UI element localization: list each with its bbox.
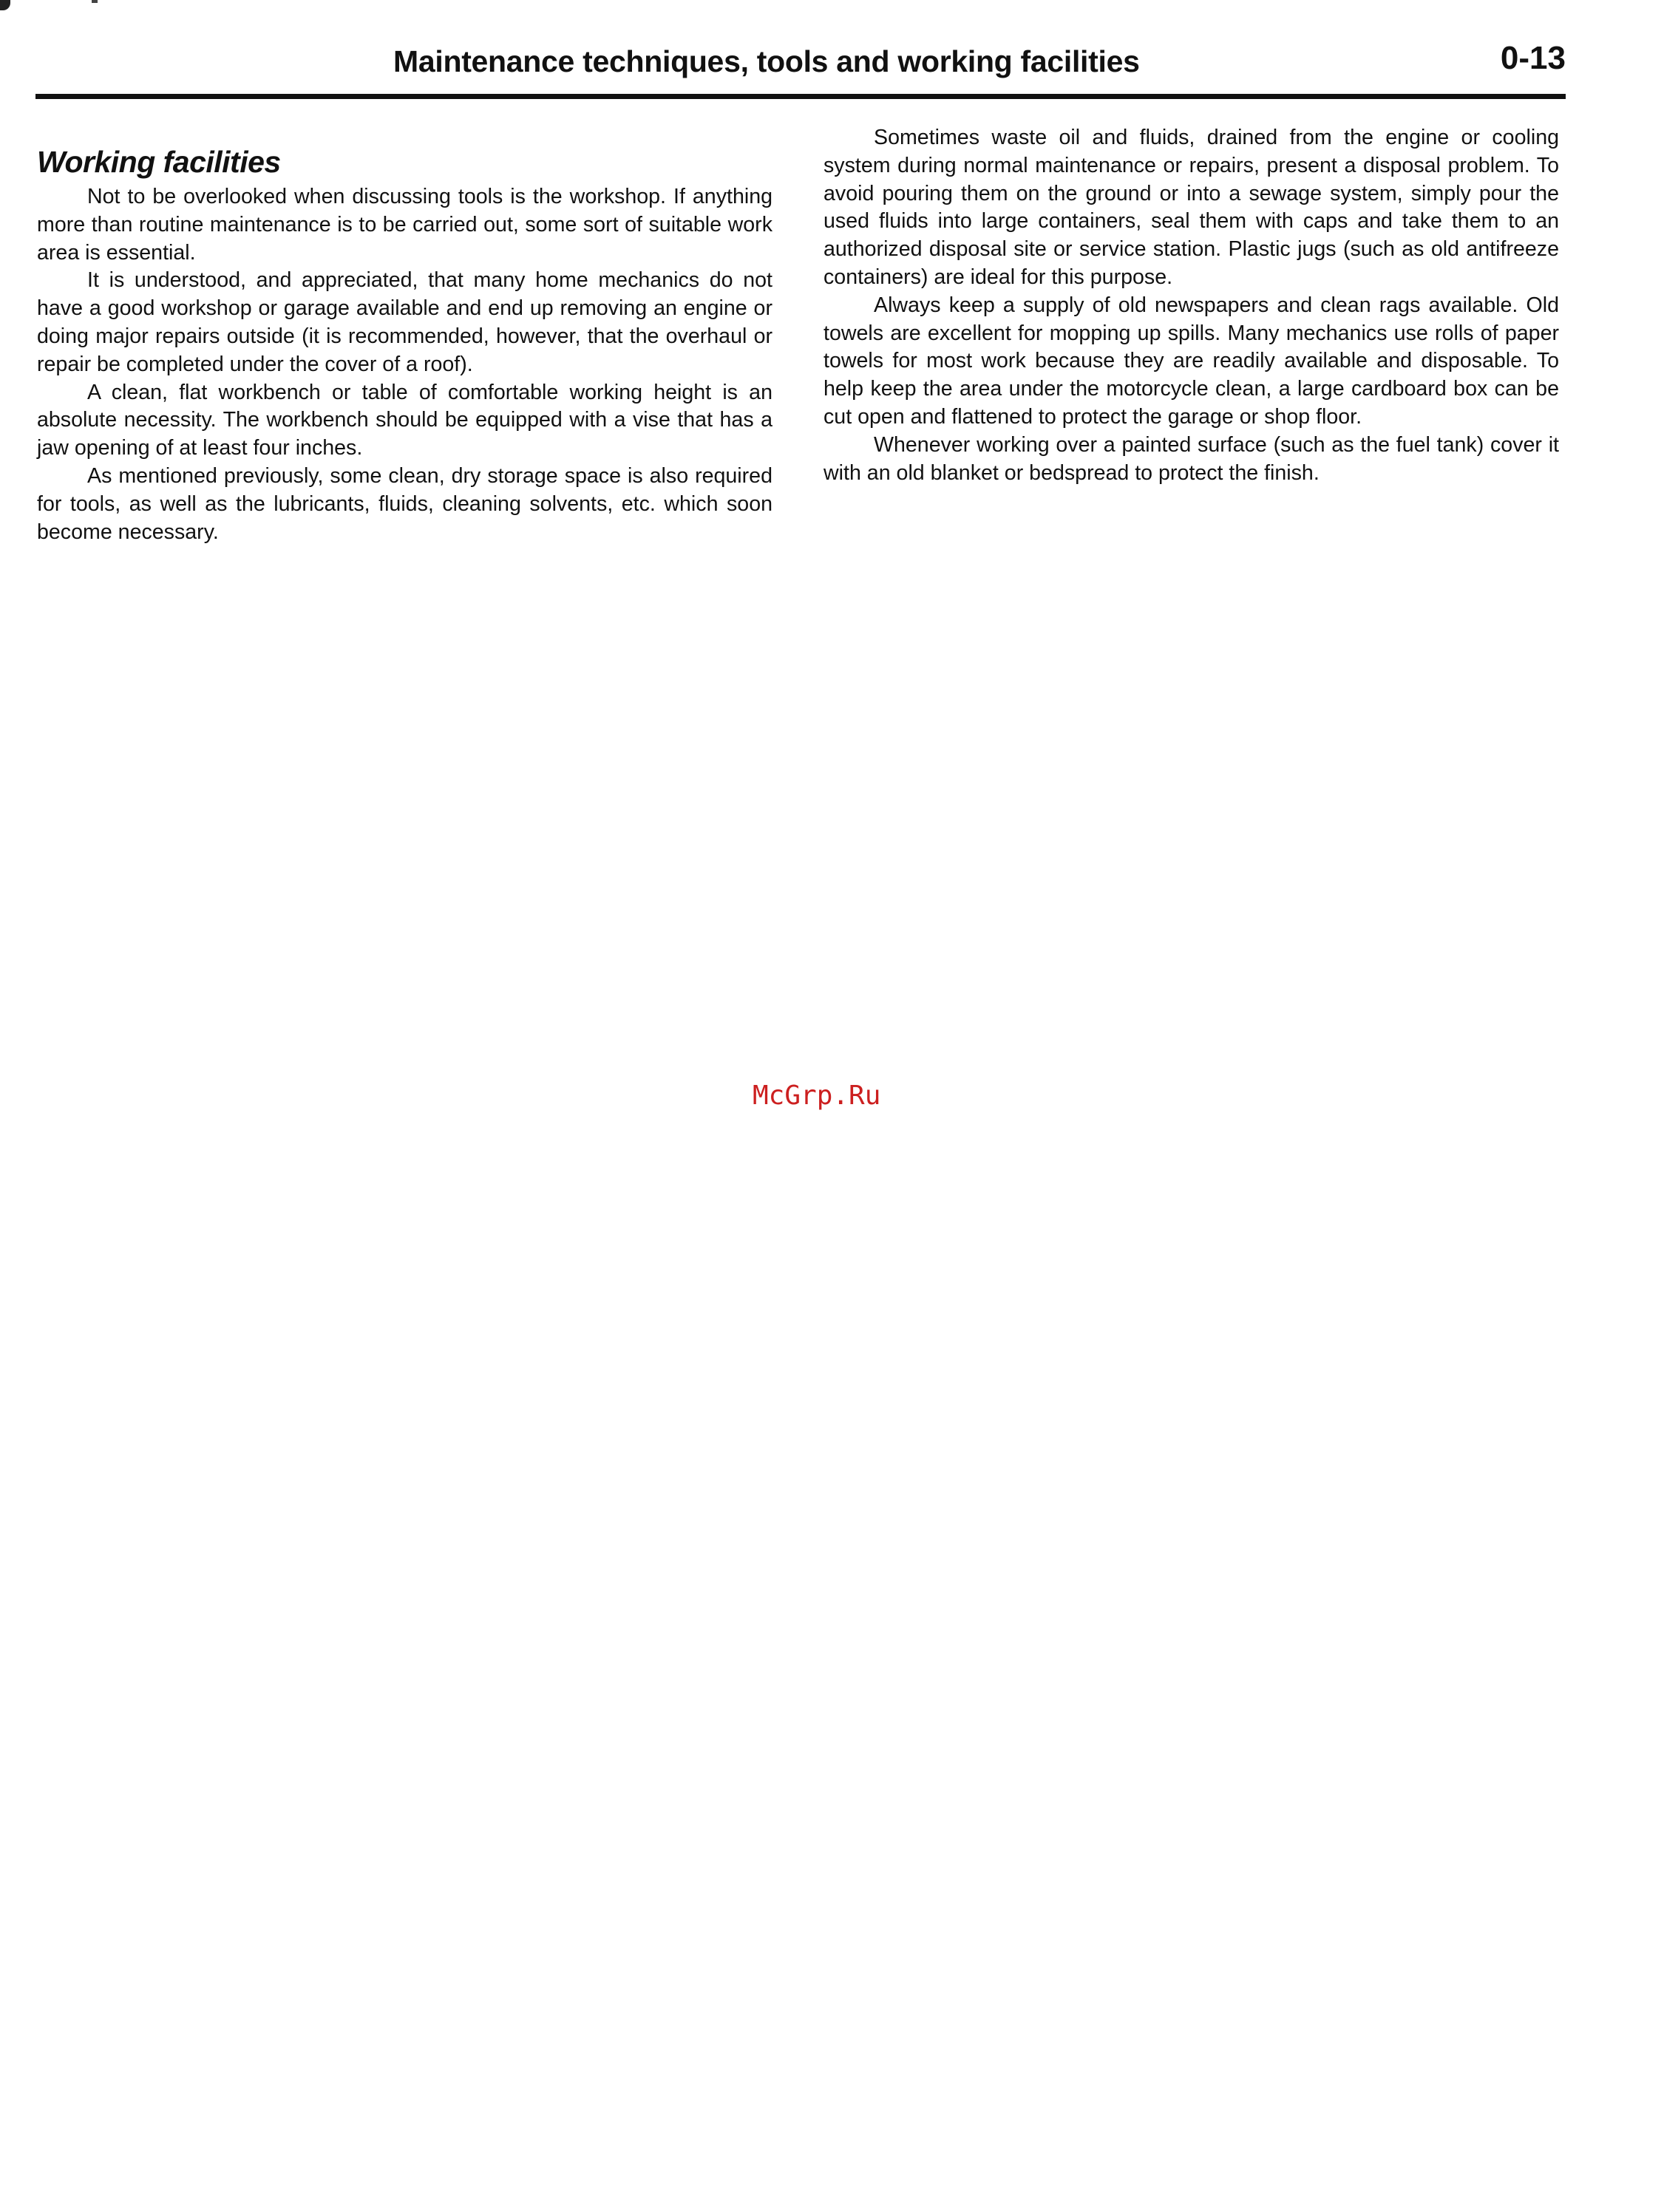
paragraph-painted-surface: Whenever working over a painted surface (such as the fuel tank) cover it with an old blanket or bedspread to protect the finish. [823,432,1559,485]
right-column [823,124,1559,487]
running-header-title: Maintenance techniques, tools and working facilities [393,44,1140,78]
scan-corner-mark [0,0,10,10]
site-watermark: McGrp.Ru [753,1081,881,1111]
paragraph-workshop-intro: Not to be overlooked when discussing tools is the workshop. If anything more than routine maintenance is to be carried out, some sort of suitable work area is essential. [37,185,772,265]
left-column [37,143,772,546]
header-rule [35,94,1566,99]
paragraph-outside-repairs: It is understood, and appreciated, that many home mechanics do not have a good workshop or garage available and end up removing an engine or doing major repairs outside (it is recommended, however, that the overhaul or repair be completed under the cover of a roof). [37,268,772,376]
scan-corner-mark-small [92,0,98,3]
paragraph-storage-space: As mentioned previously, some clean, dry storage space is also required for tools, as well as the lubricants, fluids, cleaning solvents, etc. which soon become necessary. [37,463,772,544]
page-number: 0-13 [1500,40,1566,76]
paragraph-fluid-disposal: Sometimes waste oil and fluids, drained from the engine or cooling system during normal maintenance or repairs, present a disposal problem. To avoid pouring them on the ground or into a sewage system, simply pour the used fluids into large containers, seal them with caps and take them to an authorized disposal site or service station. Plastic jugs (such as old antifreeze containers) are ideal for this purpose. [823,126,1559,289]
running-header [35,35,1566,87]
paragraph-workbench: A clean, flat workbench or table of comfortable working height is an absolute necessity. The workbench should be equipped with a vise that has a jaw opening of at least four inches. [37,380,772,460]
section-heading-working-facilities: Working facilities [37,145,281,179]
paragraph-rags-newspapers: Always keep a supply of old newspapers and clean rags available. Old towels are excellent for mopping up spills. Many mechanics use rolls of paper towels for most work because they are readily available and disposable. To help keep the area under the motorcycle clean, a large cardboard box can be cut open and flattened to protect the garage or shop floor. [823,293,1559,429]
